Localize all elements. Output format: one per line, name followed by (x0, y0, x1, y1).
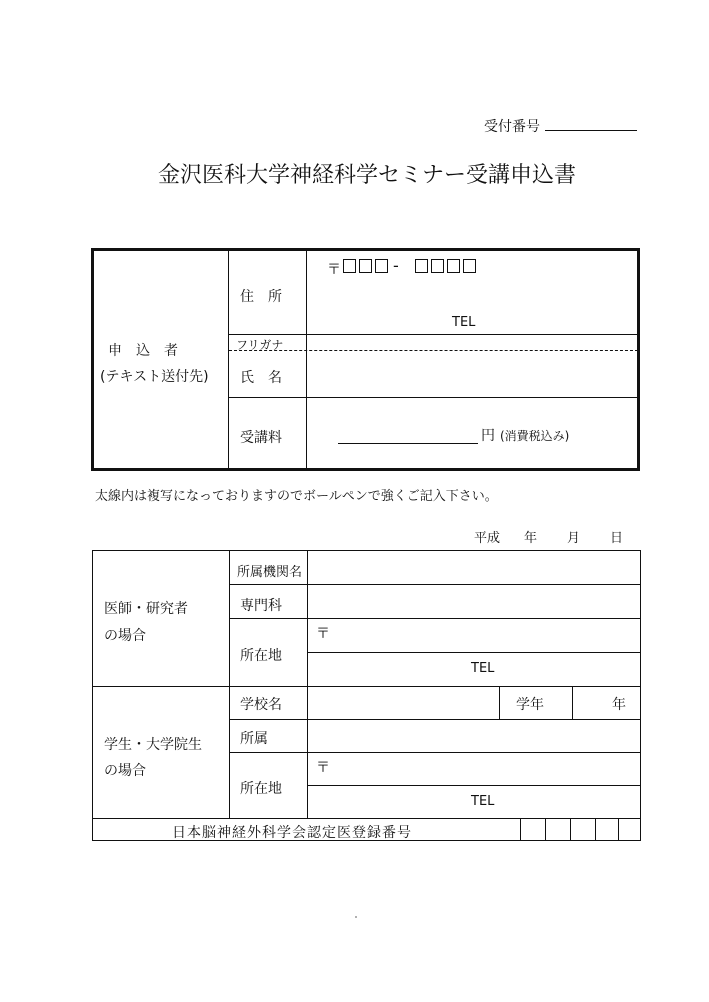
doctor-tel-label: TEL (471, 661, 495, 676)
student-affiliation-label: 所属 (240, 731, 268, 747)
reception-number-field[interactable] (545, 130, 637, 131)
scan-speck (355, 916, 357, 918)
name-field[interactable] (307, 352, 637, 396)
student-location-label: 所在地 (240, 781, 282, 797)
grade-field[interactable] (574, 688, 614, 718)
doctor-postal-mark: 〒 (316, 626, 330, 642)
doctor-section-label: 医師・研究者 (104, 601, 188, 617)
student-section-label: 学生・大学院生 (104, 737, 202, 753)
affiliation-field[interactable] (309, 552, 639, 583)
furigana-field[interactable] (307, 335, 637, 350)
address-field[interactable] (307, 280, 637, 310)
department-field[interactable] (309, 586, 639, 617)
date-era: 平成 (474, 531, 501, 546)
fee-label: 受講料 (240, 430, 282, 446)
applicant-label: 申 込 者 (108, 343, 178, 359)
certification-number-label: 日本脳神経外科学会認定医登録番号 (172, 825, 412, 841)
date-year: 年 (524, 531, 538, 546)
affiliation-label: 所属機関名 (237, 565, 303, 580)
furigana-divider (229, 350, 638, 351)
carbon-copy-note: 太線内は複写になっておりますのでボールペンで強くご記入下さい。 (95, 489, 498, 504)
grade-unit: 年 (612, 697, 626, 713)
date-month: 月 (567, 531, 581, 546)
postal-code-input[interactable] (343, 256, 493, 275)
postal-dash: - (393, 256, 399, 275)
date-day: 日 (610, 531, 624, 546)
address-label: 住 所 (240, 289, 282, 305)
student-tel-label: TEL (471, 794, 495, 809)
school-name-field[interactable] (309, 688, 497, 718)
form-title: 金沢医科大学神経科学セミナー受講申込書 (158, 163, 577, 188)
student-affiliation-field[interactable] (309, 721, 639, 751)
name-label: 氏 名 (240, 370, 282, 386)
doctor-address-field[interactable] (330, 620, 638, 650)
applicant-tel-label: TEL (452, 315, 476, 330)
school-name-label: 学校名 (240, 697, 282, 713)
doctor-section-sublabel: の場合 (104, 628, 146, 644)
reception-number-label: 受付番号 (484, 119, 540, 135)
student-address-field[interactable] (330, 754, 638, 784)
doctor-location-label: 所在地 (240, 648, 282, 664)
postal-mark: 〒 (327, 262, 341, 278)
certification-number-boxes[interactable] (521, 819, 639, 840)
fee-amount-field[interactable] (338, 427, 478, 444)
furigana-label: フリガナ (236, 338, 284, 352)
department-label: 専門科 (240, 598, 282, 614)
grade-label: 学年 (516, 697, 544, 713)
applicant-sublabel: (テキスト送付先) (100, 369, 209, 385)
student-postal-mark: 〒 (316, 760, 330, 776)
yen-label: 円 (481, 428, 495, 444)
tax-note: (消費税込み) (500, 429, 570, 443)
student-section-sublabel: の場合 (104, 763, 146, 779)
